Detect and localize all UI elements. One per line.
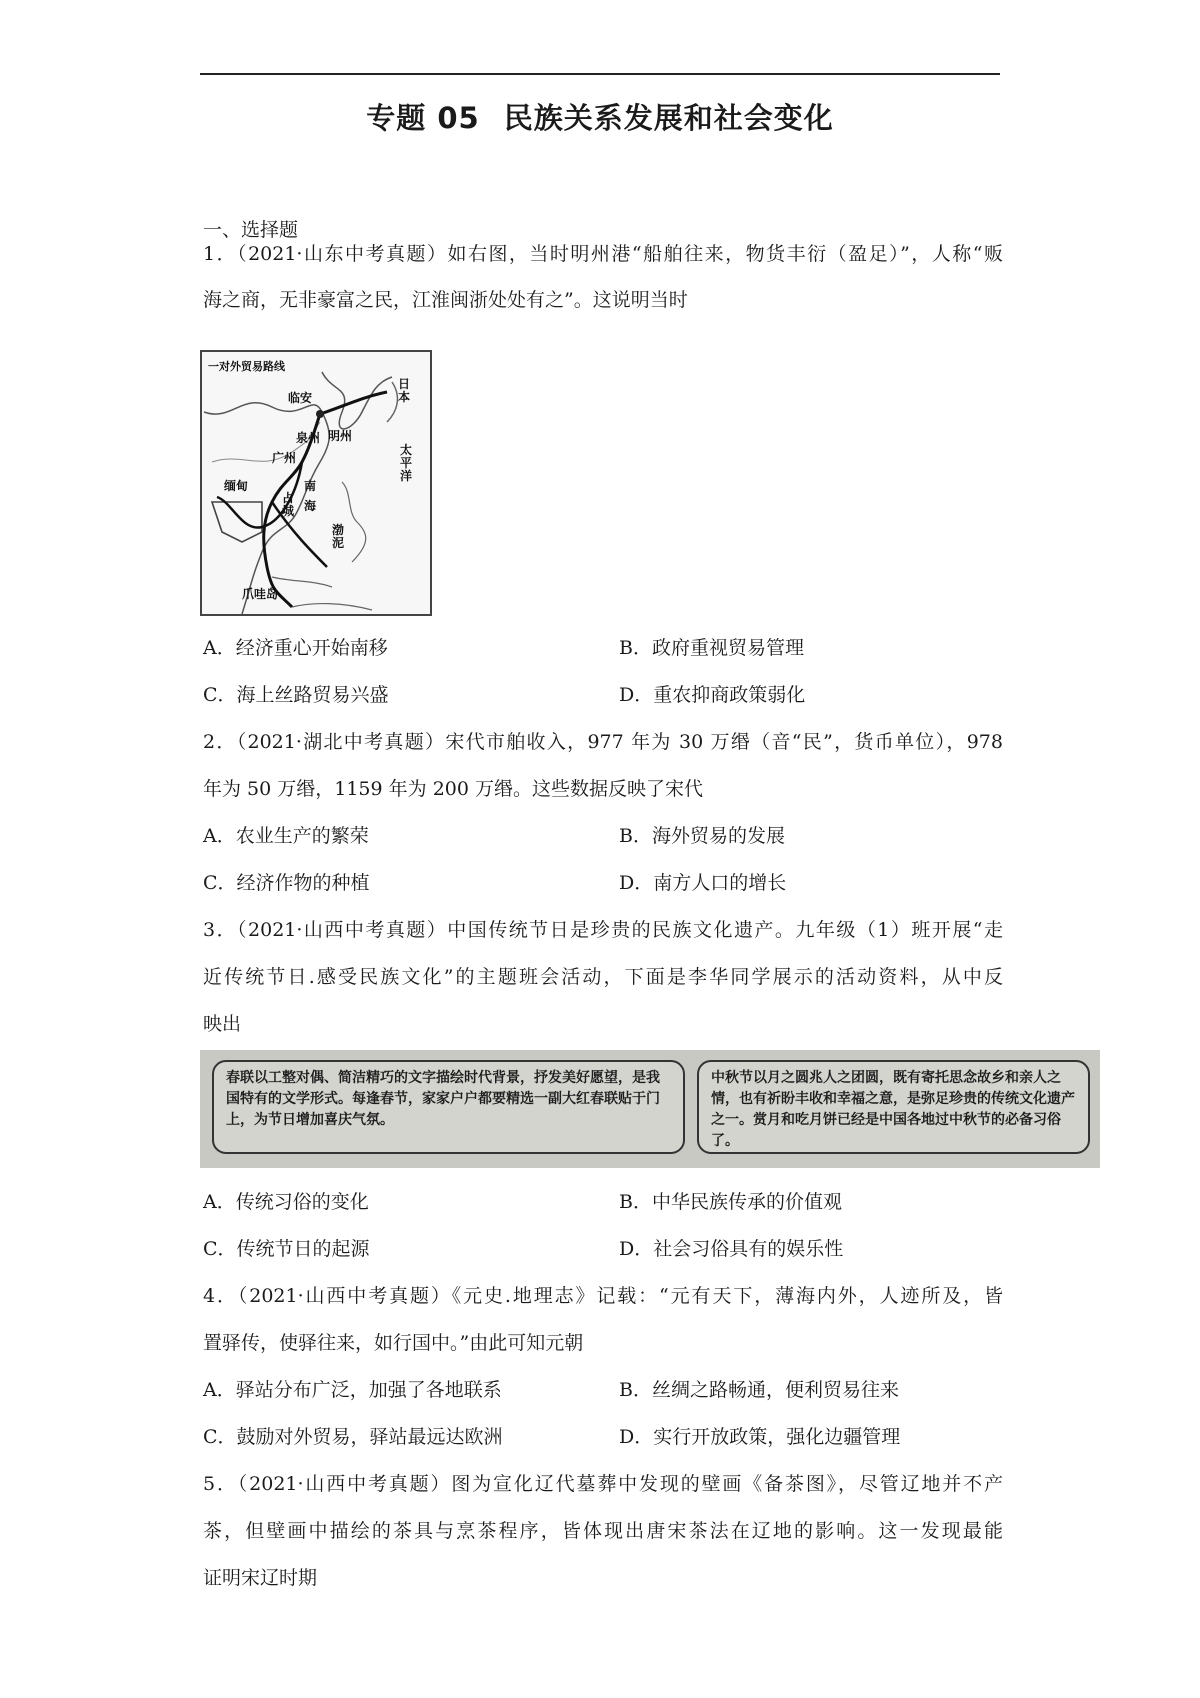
q2-stem-line1: 2．（2021·湖北中考真题）宋代市舶收入，977 年为 30 万缗（音“民”，货币单位），978	[203, 731, 1003, 753]
header-rule	[200, 73, 1000, 75]
spring-couplet-card: 春联以工整对偶、简洁精巧的文字描绘时代背景，抒发美好愿望，是我国特有的文学形式。每逢春节，家家户户都要精选一副大红春联贴于门上，为节日增加喜庆气氛。	[212, 1060, 685, 1154]
q2-stem-line2: 年为 50 万缗，1159 年为 200 万缗。这些数据反映了宋代	[203, 778, 703, 800]
q3-option-a[interactable]: A．传统习俗的变化	[203, 1191, 369, 1213]
map-legend: 一对外贸易路线	[208, 360, 285, 373]
mid-autumn-card: 中秋节以月之圆兆人之团圆，既有寄托思念故乡和亲人之情，也有祈盼丰收和幸福之意，是弥足珍贵的传统文化遗产之一。赏月和吃月饼已经是中国各地过中秋节的必备习俗了。	[697, 1060, 1090, 1154]
q3-option-b[interactable]: B．中华民族传承的价值观	[619, 1191, 842, 1213]
q3-option-d[interactable]: D．社会习俗具有的娱乐性	[619, 1238, 844, 1260]
map-label-nan: 南	[304, 479, 317, 493]
page-title-topic-number: 专题 05	[366, 101, 480, 135]
q1-stem-line1: 1．（2021·山东中考真题）如右图，当时明州港“船舶往来，物货丰衍（盈足）”，人称“贩	[203, 243, 1003, 265]
q3-stem-line1: 3．（2021·山西中考真题）中国传统节日是珍贵的民族文化遗产。九年级（1）班开展“走	[203, 919, 1003, 941]
q1-option-c[interactable]: C．海上丝路贸易兴盛	[203, 684, 389, 706]
q2-option-c[interactable]: C．经济作物的种植	[203, 872, 370, 894]
q4-option-d[interactable]: D．实行开放政策，强化边疆管理	[619, 1426, 901, 1448]
map-label-mingzhou: 明州	[328, 429, 353, 443]
q1-stem-line2: 海之商，无非豪富之民，江淮闽浙处处有之”。这说明当时	[203, 289, 688, 311]
map-label-borneo: 渤泥	[332, 523, 345, 550]
map-label-pacific: 太平洋	[400, 443, 413, 483]
map-label-guangzhou: 广州	[272, 451, 297, 465]
map-label-champa: 占城	[282, 491, 295, 518]
q5-stem-line3: 证明宋辽时期	[203, 1567, 318, 1589]
q5-stem-line1: 5．（2021·山西中考真题）图为宣化辽代墓葬中发现的壁画《备茶图》，尽管辽地并不产	[203, 1473, 1003, 1495]
q1-option-a[interactable]: A．经济重心开始南移	[203, 637, 388, 659]
q1-option-b[interactable]: B．政府重视贸易管理	[619, 637, 804, 659]
map-label-linan: 临安	[288, 391, 313, 405]
q2-option-b[interactable]: B．海外贸易的发展	[619, 825, 785, 847]
map-label-hai: 海	[304, 499, 317, 513]
q3-option-c[interactable]: C．传统节日的起源	[203, 1238, 370, 1260]
q2-option-d[interactable]: D．南方人口的增长	[619, 872, 787, 894]
page-title	[0, 96, 1200, 137]
section-heading: 一、选择题	[203, 219, 299, 241]
q2-option-a[interactable]: A．农业生产的繁荣	[203, 825, 369, 847]
q1-trade-route-map	[200, 350, 432, 616]
q4-option-b[interactable]: B．丝绸之路畅通，便利贸易往来	[619, 1379, 899, 1401]
q5-stem-line2: 茶，但壁画中描绘的茶具与烹茶程序，皆体现出唐宋茶法在辽地的影响。这一发现最能	[203, 1520, 1003, 1542]
q4-stem-line2: 置驿传，使驿往来，如行国中。”由此可知元朝	[203, 1332, 584, 1354]
q4-option-c[interactable]: C．鼓励对外贸易，驿站最远达欧洲	[203, 1426, 503, 1448]
q1-option-d[interactable]: D．重农抑商政策弱化	[619, 684, 806, 706]
map-label-java: 爪哇岛	[242, 587, 279, 601]
map-label-quanzhou: 泉州	[296, 431, 321, 445]
q3-festival-material	[200, 1050, 1100, 1168]
q3-stem-line2: 近传统节日.感受民族文化”的主题班会活动，下面是李华同学展示的活动资料，从中反	[203, 966, 1003, 988]
map-label-japan: 日本	[398, 377, 411, 404]
q4-option-a[interactable]: A．驿站分布广泛，加强了各地联系	[203, 1379, 502, 1401]
q4-stem-line1: 4．（2021·山西中考真题）《元史.地理志》记载：“元有天下，薄海内外，人迹所及，皆	[203, 1285, 1003, 1307]
page-title-topic-name: 民族关系发展和社会变化	[503, 101, 834, 135]
q3-stem-line3: 映出	[203, 1013, 242, 1035]
map-label-burma: 缅甸	[224, 479, 249, 493]
